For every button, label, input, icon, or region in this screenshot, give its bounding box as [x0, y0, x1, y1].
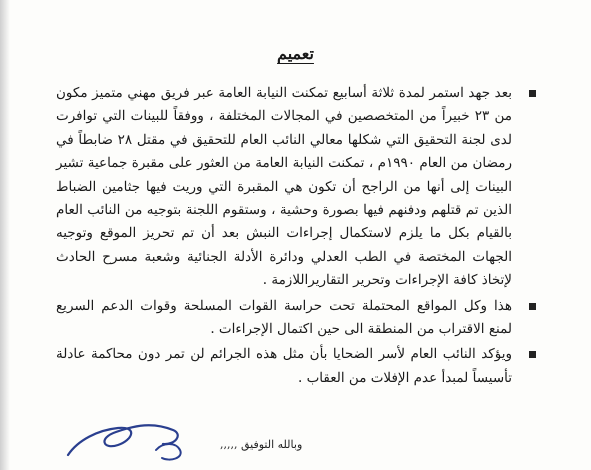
bullet-marker: [529, 90, 536, 97]
paragraph-3: [56, 343, 512, 390]
bullet-marker: [529, 303, 536, 310]
paragraph-2: [56, 295, 512, 342]
page-edge-shadow: [0, 0, 10, 470]
paragraph-1: [56, 82, 512, 293]
paragraph-2-text: هذا وكل المواقع المحتملة تحت حراسة القوات المسلحة وقوات الدعم السريع لمنع الاقتراب من المنطقة الى حين اكتمال الإجراءات .: [56, 297, 512, 338]
document-body: [56, 82, 512, 390]
paragraph-1-text: بعد جهد استمر لمدة ثلاثة أسابيع تمكنت النيابة العامة عبر فريق مهني متميز مكون من ٢٣ خبيراً من المتخصصين في المجالات المختلفة ، ووفقاً للبينات التي توافرت لدى لجنة التحقيق التي شكلها معالي النائب العام للتحقيق في مقتل ٢٨ ضابطاً في رمضان من العام ١٩٩٠م ، تمكنت النيابة العامة من العثور على مقبرة جماعية تشير البينات إلى أنها من الراجح أن تكون هي المقبرة التي وريت فيها جثامين الضباط الذين تم قتلهم ودفنهم فيها بصورة وحشية ، وستقوم اللجنة بتوجيه من النائب العام بالقيام بكل ما يلزم لاستكمال إجراءات النبش بعد أن تم تحريز الموقع وتوجيه الجهات المختصة في الطب العدلي ودائرة الأدلة الجنائية وشعبة مسرح الحادث لإتخاذ كافة الإجراءات وتحرير التقاريراللازمة .: [56, 85, 512, 289]
document-title: تعميم: [277, 44, 314, 63]
paragraph-3-text: ويؤكد النائب العام لأسر الضحايا بأن مثل هذه الجرائم لن تمر دون محاكمة عادلة تأسيساً لمبدأ عدم الإفلات من العقاب .: [56, 346, 512, 386]
closing-line: وبالله التوفيق ,,,,,: [220, 438, 303, 451]
bullet-marker: [529, 351, 536, 358]
handwritten-signature: [58, 400, 218, 470]
